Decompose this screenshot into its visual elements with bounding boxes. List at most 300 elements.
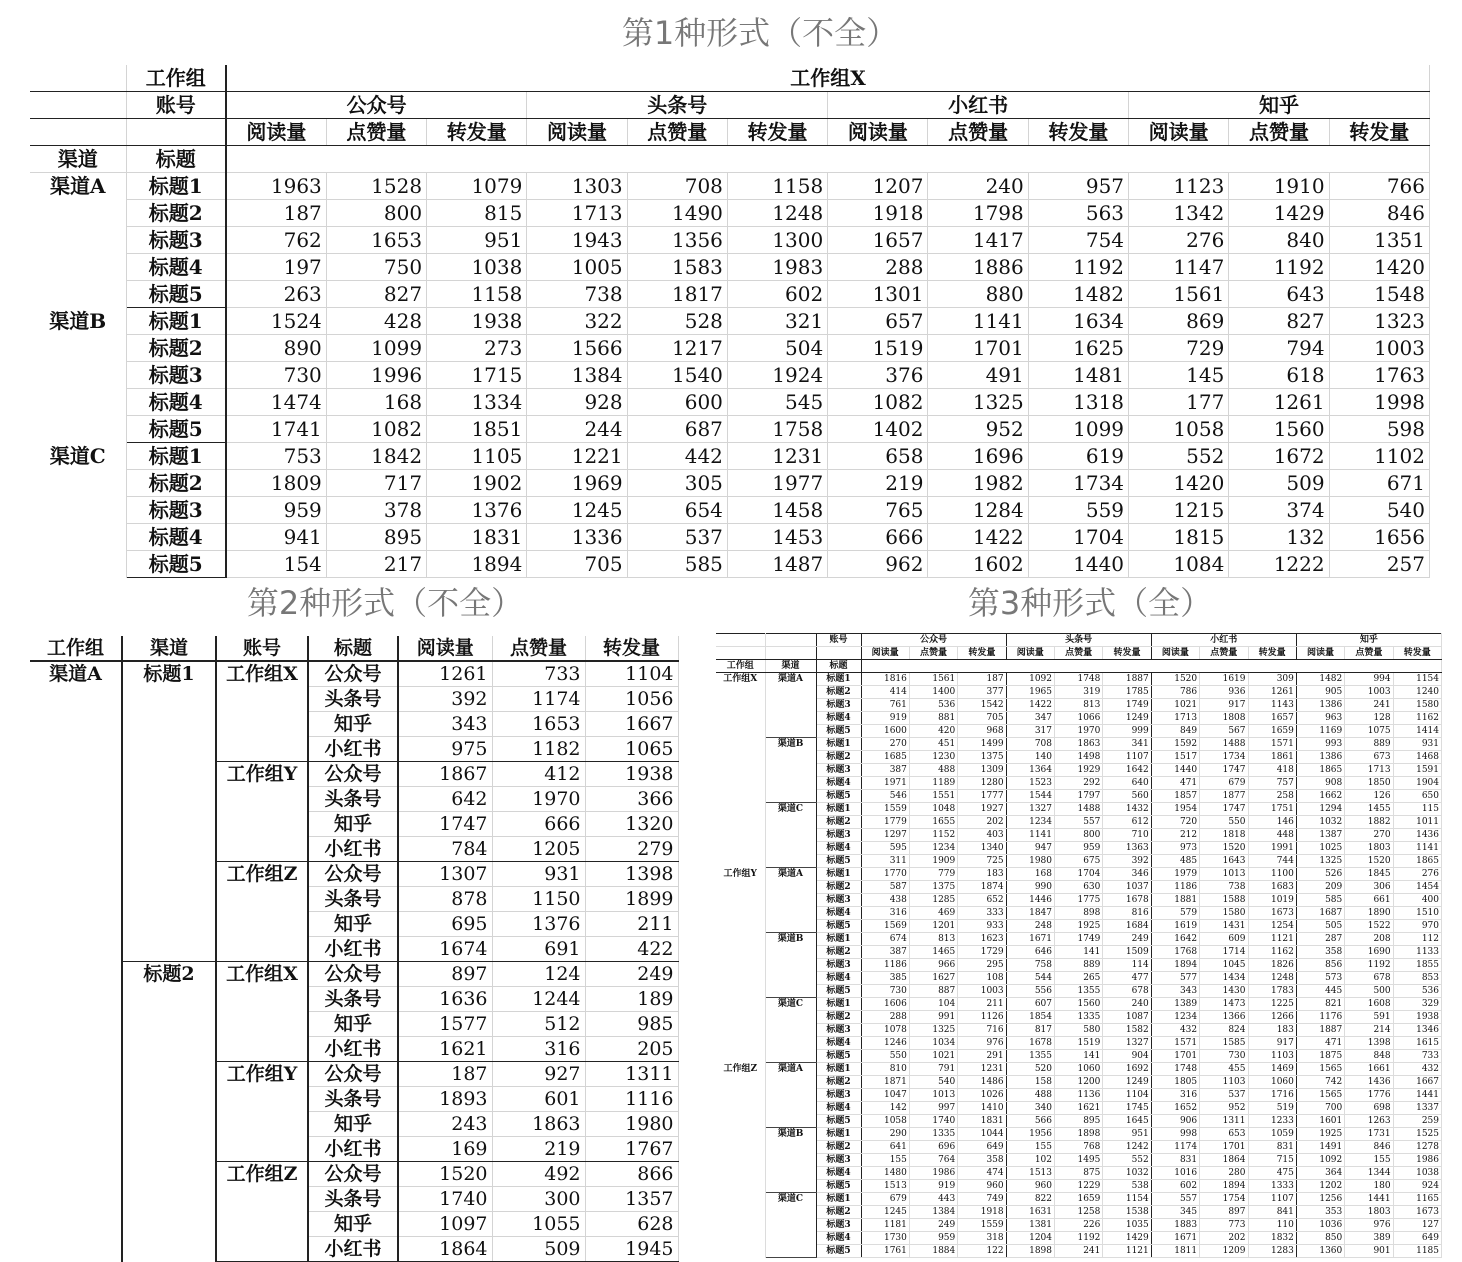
form2-channel-col-cell: [122, 1137, 216, 1162]
form3-value-cell: 999: [1103, 725, 1151, 738]
form1-table-row: [30, 254, 1430, 281]
form3-table-row: [716, 933, 1442, 946]
form3-value-cell: 738: [1200, 881, 1248, 894]
form2-value-cell: 666: [492, 812, 585, 837]
form3-metric-header: 阅读量: [1296, 647, 1344, 660]
form3-value-cell: 919: [861, 712, 909, 725]
caption-form1: 第1种形式（不全）: [621, 14, 899, 52]
form3-value-cell: 538: [1103, 1180, 1151, 1193]
form3-value-cell: 1441: [1393, 1089, 1441, 1102]
form3-table-row: [716, 894, 1442, 907]
form3-value-cell: 1325: [1296, 855, 1344, 868]
form1-value-cell: 540: [1329, 497, 1429, 524]
form3-table-row: [716, 751, 1442, 764]
form2-account-col-cell: [216, 1112, 308, 1137]
form3-value-cell: 609: [1200, 933, 1248, 946]
form3-value-cell: 1309: [958, 764, 1006, 777]
form3-value-cell: 1162: [1393, 712, 1441, 725]
form3-value-cell: 1136: [1055, 1089, 1103, 1102]
form2-table-row: [30, 1112, 678, 1137]
form3-value-cell: 1749: [1103, 699, 1151, 712]
form3-value-cell: 1659: [1248, 725, 1296, 738]
form3-value-cell: 1855: [1393, 959, 1441, 972]
form3-value-cell: 1857: [1151, 790, 1199, 803]
form3-value-cell: 850: [1296, 1232, 1344, 1245]
form3-value-cell: 1003: [958, 985, 1006, 998]
form2-value-cell: 1867: [398, 762, 492, 787]
form3-value-cell: 1246: [861, 1037, 909, 1050]
form1-value-cell: 1528: [326, 173, 426, 200]
form3-value-cell: 1619: [1151, 920, 1199, 933]
form3-value-cell: 1311: [1200, 1115, 1248, 1128]
form3-value-cell: 1013: [909, 1089, 957, 1102]
form1-title-cell: 标题3: [126, 362, 226, 389]
form2-value-cell: 927: [492, 1062, 585, 1087]
form1-value-cell: 1376: [427, 497, 527, 524]
form3-value-cell: 1631: [1006, 1206, 1054, 1219]
form3-value-cell: 875: [1055, 1167, 1103, 1180]
form3-workgroup-cell: [716, 933, 765, 946]
form1-value-cell: 1815: [1129, 524, 1229, 551]
form2-value-cell: 1577: [398, 1012, 492, 1037]
form1-value-cell: 794: [1229, 335, 1329, 362]
form3-value-cell: 1032: [1296, 816, 1344, 829]
form1-value-cell: 1222: [1229, 551, 1329, 578]
form3-channel-cell: [765, 1167, 816, 1180]
form3-value-cell: 1045: [1200, 959, 1248, 972]
form3-value-cell: 1384: [909, 1206, 957, 1219]
form1-table-row: [30, 173, 1430, 200]
form3-value-cell: 630: [1055, 881, 1103, 894]
form3-value-cell: 122: [958, 1245, 1006, 1258]
form3-title-cell: 标题1: [816, 738, 861, 751]
form3-workgroup-cell: [716, 855, 765, 868]
form3-value-cell: 1761: [861, 1245, 909, 1258]
form2-workgroup-col-cell: [30, 1037, 122, 1062]
form1-table-row: [30, 281, 1430, 308]
form3-value-cell: 140: [1006, 751, 1054, 764]
form1-value-cell: 1713: [527, 200, 627, 227]
form1-channel-cell: 渠道A: [30, 173, 126, 200]
form1-value-cell: 378: [326, 497, 426, 524]
form3-value-cell: 813: [909, 933, 957, 946]
form3-value-cell: 1429: [1103, 1232, 1151, 1245]
form3-value-cell: 537: [1200, 1089, 1248, 1102]
form3-table-row: [716, 699, 1442, 712]
form2-title-col-cell: 公众号: [308, 762, 398, 787]
form3-table-row: [716, 777, 1442, 790]
form1-value-cell: 177: [1129, 389, 1229, 416]
form2-value-cell: 1938: [585, 762, 678, 787]
form1-value-cell: 132: [1229, 524, 1329, 551]
form3-channel-cell: [765, 1141, 816, 1154]
form3-value-cell: 994: [1345, 673, 1393, 686]
form2-workgroup-col-cell: [30, 987, 122, 1012]
form1-title-cell: 标题2: [126, 335, 226, 362]
form3-title-cell: 标题4: [816, 1102, 861, 1115]
form1-table-row: [30, 443, 1430, 470]
form2-table-row: [30, 837, 678, 862]
form1-value-cell: 1924: [727, 362, 827, 389]
form3-value-cell: 345: [1151, 1206, 1199, 1219]
form2-account-col-cell: [216, 987, 308, 1012]
form2-table-row: [30, 787, 678, 812]
form3-channel-cell: [765, 712, 816, 725]
form3-value-cell: 102: [1006, 1154, 1054, 1167]
form1-value-cell: 598: [1329, 416, 1429, 443]
form3-value-cell: 1925: [1055, 920, 1103, 933]
form2-value-cell: 187: [398, 1062, 492, 1087]
form1-label-title: 标题: [126, 146, 226, 173]
form1-channel-cell: [30, 362, 126, 389]
form1-value-cell: 1886: [928, 254, 1028, 281]
form1-value-cell: 1420: [1129, 470, 1229, 497]
form3-value-cell: 1713: [1345, 764, 1393, 777]
form3-value-cell: 917: [1200, 699, 1248, 712]
form3-value-cell: 432: [1151, 1024, 1199, 1037]
form3-metric-header: 转发量: [958, 647, 1006, 660]
form2-title-col-cell: 小红书: [308, 1037, 398, 1062]
form1-value-cell: 1798: [928, 200, 1028, 227]
form2-title-col-cell: 知乎: [308, 1012, 398, 1037]
form3-table-row: [716, 738, 1442, 751]
form1-value-cell: 1099: [1028, 416, 1128, 443]
form3-value-cell: 976: [958, 1037, 1006, 1050]
form3-value-cell: 1410: [958, 1102, 1006, 1115]
form3-value-cell: 1832: [1248, 1232, 1296, 1245]
form1-value-cell: 1561: [1129, 281, 1229, 308]
form3-table-body: [716, 634, 1442, 1258]
form2-value-cell: 243: [398, 1112, 492, 1137]
form3-title-cell: 标题4: [816, 777, 861, 790]
form1-value-cell: 1147: [1129, 254, 1229, 281]
form3-value-cell: 1468: [1393, 751, 1441, 764]
form3-value-cell: 1248: [1248, 972, 1296, 985]
form3-value-cell: 1783: [1248, 985, 1296, 998]
form2-value-cell: 975: [398, 737, 492, 762]
form3-workgroup-cell: [716, 894, 765, 907]
form1-value-cell: 1715: [427, 362, 527, 389]
form1-table-row: [30, 362, 1430, 389]
form1-value-cell: 219: [828, 470, 928, 497]
form3-value-cell: 652: [958, 894, 1006, 907]
form1-value-cell: 305: [627, 470, 727, 497]
form2-account-col-cell: [216, 737, 308, 762]
form3-title-cell: 标题4: [816, 712, 861, 725]
form3-channel-cell: [765, 1219, 816, 1232]
form3-value-cell: 1075: [1345, 725, 1393, 738]
form3-value-cell: 1200: [1055, 1076, 1103, 1089]
form3-title-cell: 标题2: [816, 816, 861, 829]
form3-value-cell: 800: [1055, 829, 1103, 842]
form3-value-cell: 853: [1393, 972, 1441, 985]
form3-value-cell: 1559: [861, 803, 909, 816]
form2-workgroup-col-cell: [30, 837, 122, 862]
form3-value-cell: 1643: [1200, 855, 1248, 868]
form3-value-cell: 1107: [1248, 1193, 1296, 1206]
form2-value-cell: 509: [492, 1237, 585, 1262]
form2-value-cell: 1945: [585, 1237, 678, 1262]
form2-value-cell: 1980: [585, 1112, 678, 1137]
form3-value-cell: 1513: [861, 1180, 909, 1193]
form2-value-cell: 219: [492, 1137, 585, 1162]
form1-table-row: [30, 335, 1430, 362]
form3-value-cell: 1436: [1345, 1076, 1393, 1089]
form3-value-cell: 1363: [1103, 842, 1151, 855]
form3-value-cell: 1523: [1006, 777, 1054, 790]
form2-channel-col-cell: [122, 887, 216, 912]
form3-value-cell: 1335: [909, 1128, 957, 1141]
form3-workgroup-cell: [716, 1011, 765, 1024]
form3-workgroup-cell: [716, 1037, 765, 1050]
form2-value-cell: 279: [585, 837, 678, 862]
form3-value-cell: 432: [1393, 1063, 1441, 1076]
form2-account-col-cell: 工作组Y: [216, 762, 308, 787]
form3-value-cell: 1909: [909, 855, 957, 868]
form1-value-cell: 552: [1129, 443, 1229, 470]
form3-value-cell: 1538: [1103, 1206, 1151, 1219]
form2-account-col-cell: [216, 937, 308, 962]
form3-channel-cell: [765, 1206, 816, 1219]
form3-table-row: [716, 1167, 1442, 1180]
form3-workgroup-cell: [716, 1167, 765, 1180]
form3-value-cell: 1104: [1103, 1089, 1151, 1102]
form2-value-cell: 1864: [398, 1237, 492, 1262]
form2-title-col-cell: 小红书: [308, 737, 398, 762]
form3-channel-cell: [765, 686, 816, 699]
form3-workgroup-cell: [716, 816, 765, 829]
form1-value-cell: 563: [1028, 200, 1128, 227]
form3-value-cell: 1278: [1393, 1141, 1441, 1154]
form3-value-cell: 287: [1296, 933, 1344, 946]
form3-value-cell: 387: [861, 946, 909, 959]
form3-label-title: 标题: [816, 660, 861, 673]
form3-value-cell: 898: [1055, 907, 1103, 920]
form3-value-cell: 821: [1296, 998, 1344, 1011]
form3-value-cell: 816: [1103, 907, 1151, 920]
form1-value-cell: 528: [627, 308, 727, 335]
form3-title-cell: 标题2: [816, 751, 861, 764]
form3-value-cell: 901: [1345, 1245, 1393, 1258]
form3-value-cell: 810: [861, 1063, 909, 1076]
form1-value-cell: 1474: [226, 389, 326, 416]
form3-value-cell: 477: [1103, 972, 1151, 985]
form1-value-cell: 273: [427, 335, 527, 362]
form1-blank: [226, 146, 1430, 173]
form3-table-row: [716, 803, 1442, 816]
form3-value-cell: 1874: [958, 881, 1006, 894]
form2-table-row: [30, 661, 678, 687]
form1-value-cell: 600: [627, 389, 727, 416]
form3-channel-cell: [765, 842, 816, 855]
form3-value-cell: 1520: [1151, 673, 1199, 686]
form3-value-cell: 905: [1296, 686, 1344, 699]
form2-value-cell: 691: [492, 937, 585, 962]
form3-value-cell: 1256: [1296, 1193, 1344, 1206]
form2-workgroup-col-cell: [30, 1062, 122, 1087]
form1-value-cell: 890: [226, 335, 326, 362]
form3-title-cell: 标题1: [816, 1193, 861, 1206]
form3-value-cell: 933: [958, 920, 1006, 933]
form3-value-cell: 377: [958, 686, 1006, 699]
form2-value-cell: 1357: [585, 1187, 678, 1212]
form2-value-cell: 492: [492, 1162, 585, 1187]
form3-table-row: [716, 725, 1442, 738]
form2-workgroup-col-cell: [30, 1237, 122, 1262]
form1-value-cell: 322: [527, 308, 627, 335]
form2-account-col-cell: [216, 1012, 308, 1037]
form3-value-cell: 1032: [1103, 1167, 1151, 1180]
form3-value-cell: 557: [1151, 1193, 1199, 1206]
form3-value-cell: 1375: [909, 881, 957, 894]
form2-table-row: [30, 887, 678, 912]
form3-value-cell: 1364: [1006, 764, 1054, 777]
form3-value-cell: 112: [1393, 933, 1441, 946]
form3-channel-cell: [765, 1232, 816, 1245]
form3-title-cell: 标题2: [816, 881, 861, 894]
form3-value-cell: 475: [1248, 1167, 1296, 1180]
form2-value-cell: 1065: [585, 737, 678, 762]
form3-value-cell: 646: [1006, 946, 1054, 959]
form1-value-cell: 1158: [727, 173, 827, 200]
form3-table-row: [716, 686, 1442, 699]
form1-title-cell: 标题2: [126, 200, 226, 227]
form2-value-cell: 601: [492, 1087, 585, 1112]
form1-value-cell: 1704: [1028, 524, 1128, 551]
form3-value-cell: 720: [1151, 816, 1199, 829]
form1-blank: [126, 119, 226, 146]
form3-value-cell: 202: [958, 816, 1006, 829]
form1-value-cell: 1417: [928, 227, 1028, 254]
form3-value-cell: 960: [958, 1180, 1006, 1193]
form3-value-cell: 1627: [909, 972, 957, 985]
form3-value-cell: 580: [1055, 1024, 1103, 1037]
form3-channel-cell: [765, 1180, 816, 1193]
form1-title-cell: 标题4: [126, 524, 226, 551]
form2-value-cell: 300: [492, 1187, 585, 1212]
form3-value-cell: 1263: [1345, 1115, 1393, 1128]
form1-value-cell: 951: [427, 227, 527, 254]
form3-table-row: [716, 1011, 1442, 1024]
form3-value-cell: 212: [1151, 829, 1199, 842]
form2-table-row: [30, 1087, 678, 1112]
form3-value-cell: 1517: [1151, 751, 1199, 764]
form1-corner: [30, 92, 126, 119]
form3-value-cell: 1283: [1248, 1245, 1296, 1258]
form3-value-cell: 1355: [1055, 985, 1103, 998]
form1-value-cell: 1141: [928, 308, 1028, 335]
form3-title-cell: 标题3: [816, 1219, 861, 1232]
form3-value-cell: 1745: [1103, 1102, 1151, 1115]
form3-corner: [765, 647, 816, 660]
form1-value-cell: 1969: [527, 470, 627, 497]
form3-value-cell: 700: [1296, 1102, 1344, 1115]
form2-channel-col-cell: [122, 1037, 216, 1062]
form3-value-cell: 1522: [1345, 920, 1393, 933]
form3-table-row: [716, 1115, 1442, 1128]
form3-title-cell: 标题4: [816, 907, 861, 920]
form1-value-cell: 240: [928, 173, 1028, 200]
form3-value-cell: 1325: [909, 1024, 957, 1037]
form1-value-cell: 1158: [427, 281, 527, 308]
form3-value-cell: 1103: [1200, 1076, 1248, 1089]
form3-value-cell: 187: [958, 673, 1006, 686]
form1-value-cell: 168: [326, 389, 426, 416]
form3-value-cell: 1655: [909, 816, 957, 829]
form3-value-cell: 1525: [1393, 1128, 1441, 1141]
form1-value-cell: 654: [627, 497, 727, 524]
form1-channel-cell: [30, 416, 126, 443]
form2-value-cell: 1116: [585, 1087, 678, 1112]
form3-value-cell: 142: [861, 1102, 909, 1115]
form3-value-cell: 471: [1296, 1037, 1344, 1050]
form3-value-cell: 587: [861, 881, 909, 894]
form3-value-cell: 488: [1006, 1089, 1054, 1102]
form3-workgroup-cell: [716, 1154, 765, 1167]
form3-table-row: [716, 1037, 1442, 1050]
form3-value-cell: 364: [1296, 1167, 1344, 1180]
form3-value-cell: 340: [1006, 1102, 1054, 1115]
form1-value-cell: 1657: [828, 227, 928, 254]
form3-channel-cell: [765, 725, 816, 738]
form1-title-cell: 标题1: [126, 443, 226, 470]
form3-value-cell: 1201: [909, 920, 957, 933]
form1-value-cell: 1082: [326, 416, 426, 443]
form2-label-workgroup: 工作组: [30, 636, 122, 661]
form3-value-cell: 1059: [1248, 1128, 1296, 1141]
form1-value-cell: 1245: [527, 497, 627, 524]
form3-value-cell: 757: [1248, 777, 1296, 790]
form2-channel-col-cell: [122, 912, 216, 937]
form3-value-cell: 1346: [1393, 1024, 1441, 1037]
form3-title-cell: 标题2: [816, 686, 861, 699]
form3-corner: [716, 647, 765, 660]
form2-table-body: [30, 636, 678, 1262]
form3-value-cell: 1871: [861, 1076, 909, 1089]
form1-value-cell: 671: [1329, 470, 1429, 497]
form1-metric-header: 转发量: [1329, 119, 1429, 146]
form1-channel-cell: [30, 470, 126, 497]
form3-value-cell: 716: [958, 1024, 1006, 1037]
form1-value-cell: 154: [226, 551, 326, 578]
form1-value-cell: 537: [627, 524, 727, 551]
form3-value-cell: 1565: [1296, 1063, 1344, 1076]
form1-value-cell: 257: [1329, 551, 1429, 578]
form3-channel-cell: [765, 907, 816, 920]
form3-channel-cell: [765, 894, 816, 907]
form3-value-cell: 1884: [909, 1245, 957, 1258]
form3-value-cell: 1258: [1055, 1206, 1103, 1219]
form3-value-cell: 1026: [958, 1089, 1006, 1102]
form3-workgroup-cell: [716, 881, 765, 894]
form3-value-cell: 1021: [1151, 699, 1199, 712]
form2-value-cell: 1863: [492, 1112, 585, 1137]
form2-account-col-cell: 工作组Z: [216, 1162, 308, 1187]
form3-value-cell: 841: [1248, 1206, 1296, 1219]
form3-value-cell: 906: [1151, 1115, 1199, 1128]
form3-value-cell: 500: [1345, 985, 1393, 998]
form2-value-cell: 1376: [492, 912, 585, 937]
form3-value-cell: 1883: [1151, 1219, 1199, 1232]
form3-workgroup-cell: [716, 1245, 765, 1258]
form3-value-cell: 1585: [1200, 1037, 1248, 1050]
form3-value-cell: 520: [1006, 1063, 1054, 1076]
form3-value-cell: 1261: [1248, 686, 1296, 699]
form3-channel-cell: 渠道A: [765, 673, 816, 686]
form3-value-cell: 1100: [1248, 868, 1296, 881]
form3-value-cell: 696: [909, 1141, 957, 1154]
form3-value-cell: 1887: [1103, 673, 1151, 686]
